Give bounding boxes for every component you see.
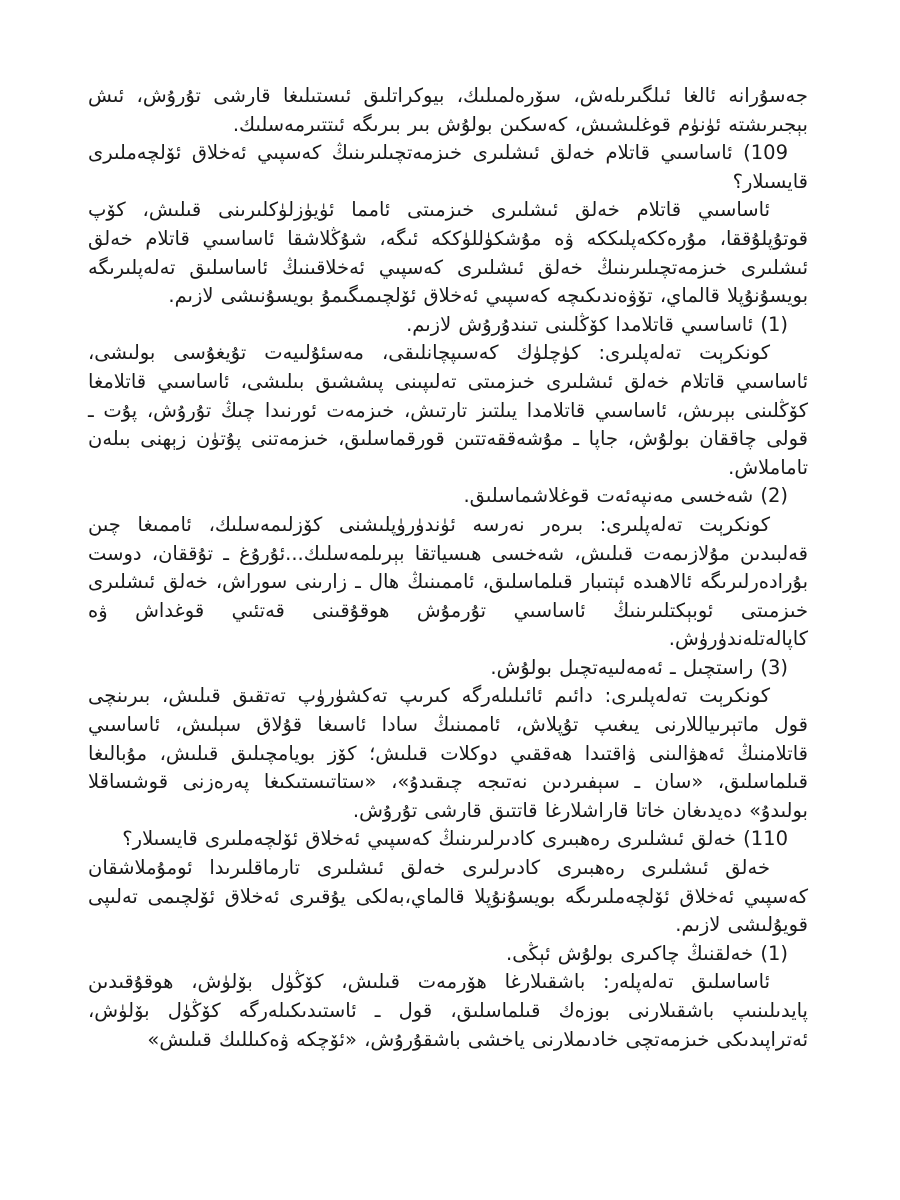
- body-paragraph: كونكرېت تەلەپلىرى: دائىم ئائىلىلەرگە كىرىپ تەكشۈرۈپ تەتقىق قىلىش، بىرىنچى قول ماتېرىياللارنى يىغىپ تۇپلاش، ئاممىنىڭ سادا ئاسىغا قۇلاق سېلىش، ئاساسىي قاتلامنىڭ ئەھۋالىنى ۋاقتىدا ھەققىي دوكلات قىلىش؛ كۆز بويامچىلىق قىلىش، مۇبالىغا قىلماسلىق، «سان ـ سېفىردىن نەتىجە چىقىدۇ»، «ستاتىستىكىغا پەرەزنى قوشساقلا بولىدۇ» دەيدىغان خاتا قاراشلارغا قاتتىق قارشى تۇرۇش.: [88, 684, 808, 822]
- sub-heading-1: (1) ئاساسىي قاتلامدا كۆڭلىنى تىندۇرۇش لازىم.: [406, 312, 788, 336]
- document-page: [88, 82, 808, 1054]
- body-paragraph: جەسۇرانە ئالغا ئىلگىرىلەش، سۆرەلمىلىك، بيوكراتلىق ئىستىلىغا قارشى تۇرۇش، ئىش بېجىرىشتە ئۈنۈم قوغلىشىش، كەسكىن بولۇش بىر بىرىگە ئىتتىرمەسلىك.: [88, 84, 808, 136]
- body-paragraph: ئاساسلىق تەلەپلەر: باشقىلارغا ھۆرمەت قىلىش، كۆڭۈل بۆلۈش، ھوقۇقىدىن پايدىلىنىپ باشقىلارنى بوزەك قىلماسلىق، قول ـ ئاستىدىكىلەرگە كۆڭۈل بۆلۈش، ئەتراپىدىكى خىزمەتچى خادىملارنى ياخشى باشقۇرۇش، «ئۆچكە ۋەكىللىك قىلىش»: [88, 970, 808, 1051]
- body-paragraph: خەلق ئىشلىرى رەھبىرى كادىرلىرى خەلق ئىشلىرى تارماقلىرىدا ئومۇملاشقان كەسپىي ئەخلاق ئۆلچەملىرىگە بويسۇنۇپلا قالماي،بەلكى يۇقىرى ئەخلاق ئۆلچىمى تەلىپى قويۇلىشى لازىم.: [88, 856, 808, 937]
- sub-heading-1: (1) خەلقنىڭ چاكىرى بولۇش ئېڭى.: [506, 941, 788, 965]
- question-heading-109: 109) ئاساسىي قاتلام خەلق ئىشلىرى خىزمەتچىلىرىنىڭ كەسپىي ئەخلاق ئۆلچەملىرى قايسىلار؟: [88, 141, 808, 193]
- question-heading-110: 110) خەلق ئىشلىرى رەھبىرى كادىرلىرىنىڭ كەسپىي ئەخلاق ئۆلچەملىرى قايسىلار؟: [122, 827, 788, 851]
- body-paragraph: كونكرېت تەلەپلىرى: بىرەر نەرسە ئۈندۈرۈپلىشنى كۆزلىمەسلىك، ئاممىغا چىن قەلبىدىن مۇلازىمەت قىلىش، شەخسى ھىسياتقا بېرىلمەسلىك...ئۇرۇغ ـ تۇققان، دوست بۇرادەرلىرىگە ئالاھىدە ئېتىبار قىلماسلىق، ئاممىنىڭ ھال ـ زارىنى سوراش، خەلق ئىشلىرى خىزمىتى ئوبېكتلىرىنىڭ ئاساسىي تۇرمۇش ھوقۇقىنى قەتئىي قوغداش ۋە كاپالەتلەندۈرۈش.: [88, 512, 808, 651]
- sub-heading-2: (2) شەخسى مەنپەئەت قوغلاشماسلىق.: [463, 484, 788, 508]
- sub-heading-3: (3) راستچىل ـ ئەمەلىيەتچىل بولۇش.: [490, 655, 788, 679]
- body-paragraph: ئاساسىي قاتلام خەلق ئىشلىرى خىزمىتى ئامما ئۈيۈزلۈكلىرىنى قىلىش، كۆپ قوتۇپلۇققا، مۇرەككەپلىككە ۋە مۇشكۈللۈككە ئىگە، شۇڭلاشقا ئاساسىي قاتلام خەلق ئىشلىرى خىزمەتچىلىرىنىڭ خەلق ئىشلىرى كەسپىي ئەخلاقىنىڭ ئاساسلىق تەلەپلىرىگە بويسۇنۇپلا قالماي، تۆۋەندىكىچە كەسپىي ئەخلاق ئۆلچىمىگىمۇ بويسۇنىشى لازىم.: [88, 198, 808, 308]
- body-paragraph: كونكرېت تەلەپلىرى: كۈچلۈك كەسىپچانلىقى، مەسئۇلىيەت تۇيغۇسى بولىشى، ئاساسىي قاتلام خەلق ئىشلىرى خىزمىتى تەلىپىنى پىششىق بىلىشى، ئاساسىي قاتلامغا كۆڭلىنى بېرىش، ئاساسىي قاتلامدا يىلتىز تارتىش، خىزمەت ئورنىدا چىڭ تۇرۇش، پۇت ـ قولى چاققان بولۇش، جاپا ـ مۇشەققەتتىن قورقماسلىق، خىزمەتنى پۇتۈن زېھنى بىلەن تاماملاش.: [88, 341, 808, 479]
